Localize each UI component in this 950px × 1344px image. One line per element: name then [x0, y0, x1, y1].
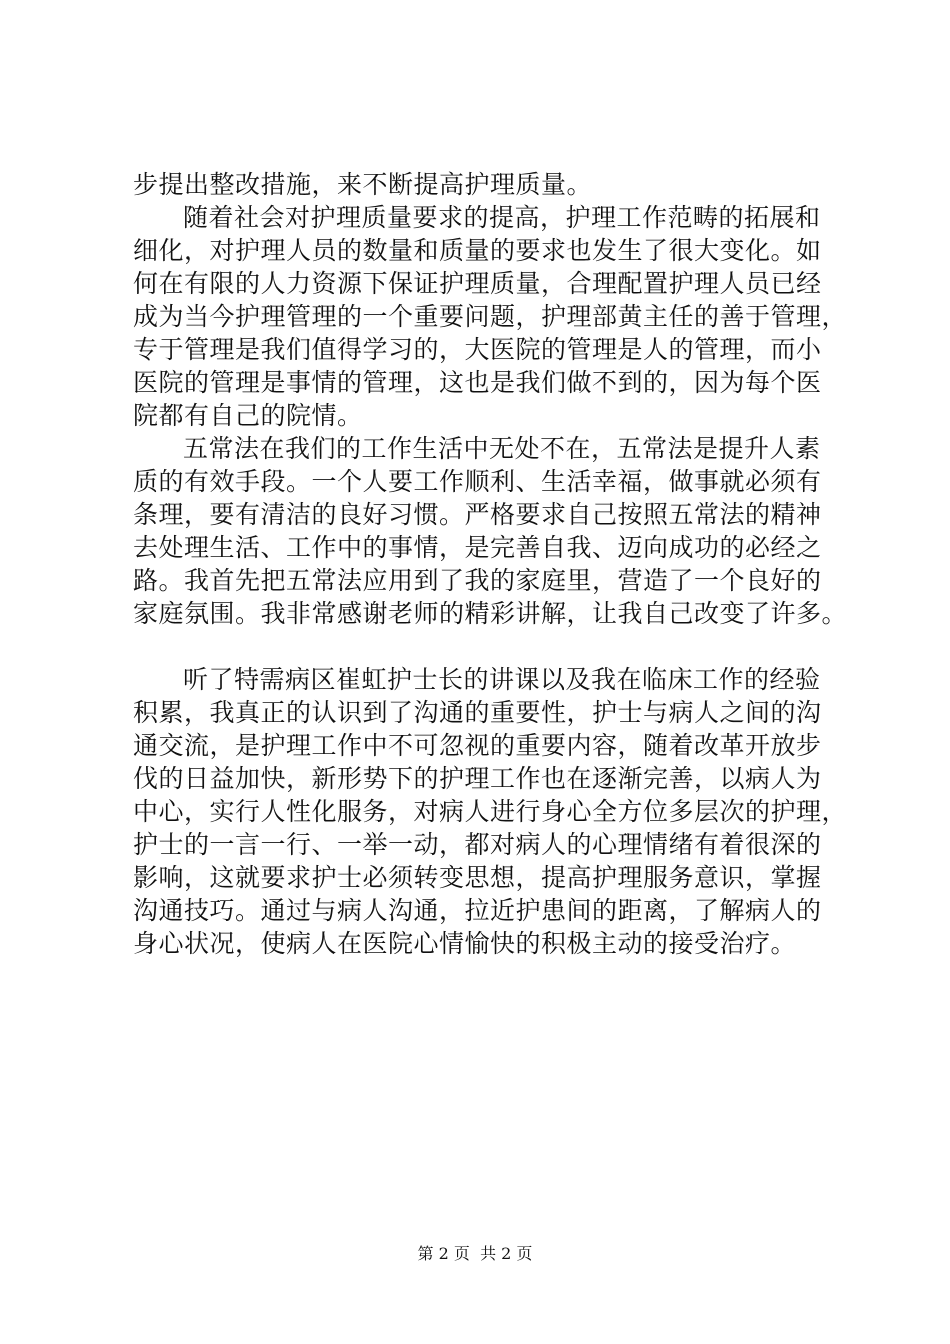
text-line: 家庭氛围。我非常感谢老师的精彩讲解，让我自己改变了许多。: [133, 599, 848, 628]
text-line: 伐的日益加快，新形势下的护理工作也在逐渐完善，以病人为: [133, 764, 822, 793]
text-line: 成为当今护理管理的一个重要问题，护理部黄主任的善于管理，: [133, 302, 848, 331]
text-line: 何在有限的人力资源下保证护理质量，合理配置护理人员已经: [133, 269, 822, 298]
text-line: 听了特需病区崔虹护士长的讲课以及我在临床工作的经验: [183, 665, 821, 694]
text-line: 步提出整改措施，来不断提高护理质量。: [133, 170, 593, 199]
text-line: 质的有效手段。一个人要工作顺利、生活幸福，做事就必须有: [133, 467, 822, 496]
document-body: [133, 168, 848, 960]
text-line: 医院的管理是事情的管理，这也是我们做不到的，因为每个医: [133, 368, 822, 397]
text-line: 护士的一言一行、一举一动，都对病人的心理情绪有着很深的: [133, 830, 822, 859]
text-line: 沟通技巧。通过与病人沟通，拉近护患间的距离，了解病人的: [133, 896, 822, 925]
text-line: 影响，这就要求护士必须转变思想，提高护理服务意识，掌握: [133, 863, 822, 892]
text-line: 去处理生活、工作中的事情，是完善自我、迈向成功的必经之: [133, 533, 822, 562]
paragraph-spacer: [133, 630, 833, 663]
paragraph-nursing-quality: [133, 201, 848, 432]
text-line: 五常法在我们的工作生活中无处不在，五常法是提升人素: [183, 434, 821, 463]
text-line: 中心，实行人性化服务，对病人进行身心全方位多层次的护理，: [133, 797, 848, 826]
text-line: 通交流，是护理工作中不可忽视的重要内容，随着改革开放步: [133, 731, 822, 760]
text-line: 院都有自己的院情。: [133, 401, 363, 430]
paragraph-five-constant-method: [133, 432, 848, 630]
paragraph-communication: [133, 663, 848, 960]
text-line: 条理，要有清洁的良好习惯。严格要求自己按照五常法的精神: [133, 500, 822, 529]
text-line: 专于管理是我们值得学习的，大医院的管理是人的管理，而小: [133, 335, 822, 364]
text-line: 细化，对护理人员的数量和质量的要求也发生了很大变化。如: [133, 236, 822, 265]
text-line: 路。我首先把五常法应用到了我的家庭里，营造了一个良好的: [133, 566, 822, 595]
paragraph-continuation: [133, 168, 833, 201]
page-footer: 第 2 页 共 2 页: [417, 1244, 533, 1263]
text-line: 身心状况，使病人在医院心情愉快的积极主动的接受治疗。: [133, 929, 797, 958]
text-line: 随着社会对护理质量要求的提高，护理工作范畴的拓展和: [183, 203, 821, 232]
text-line: 积累，我真正的认识到了沟通的重要性，护士与病人之间的沟: [133, 698, 822, 727]
